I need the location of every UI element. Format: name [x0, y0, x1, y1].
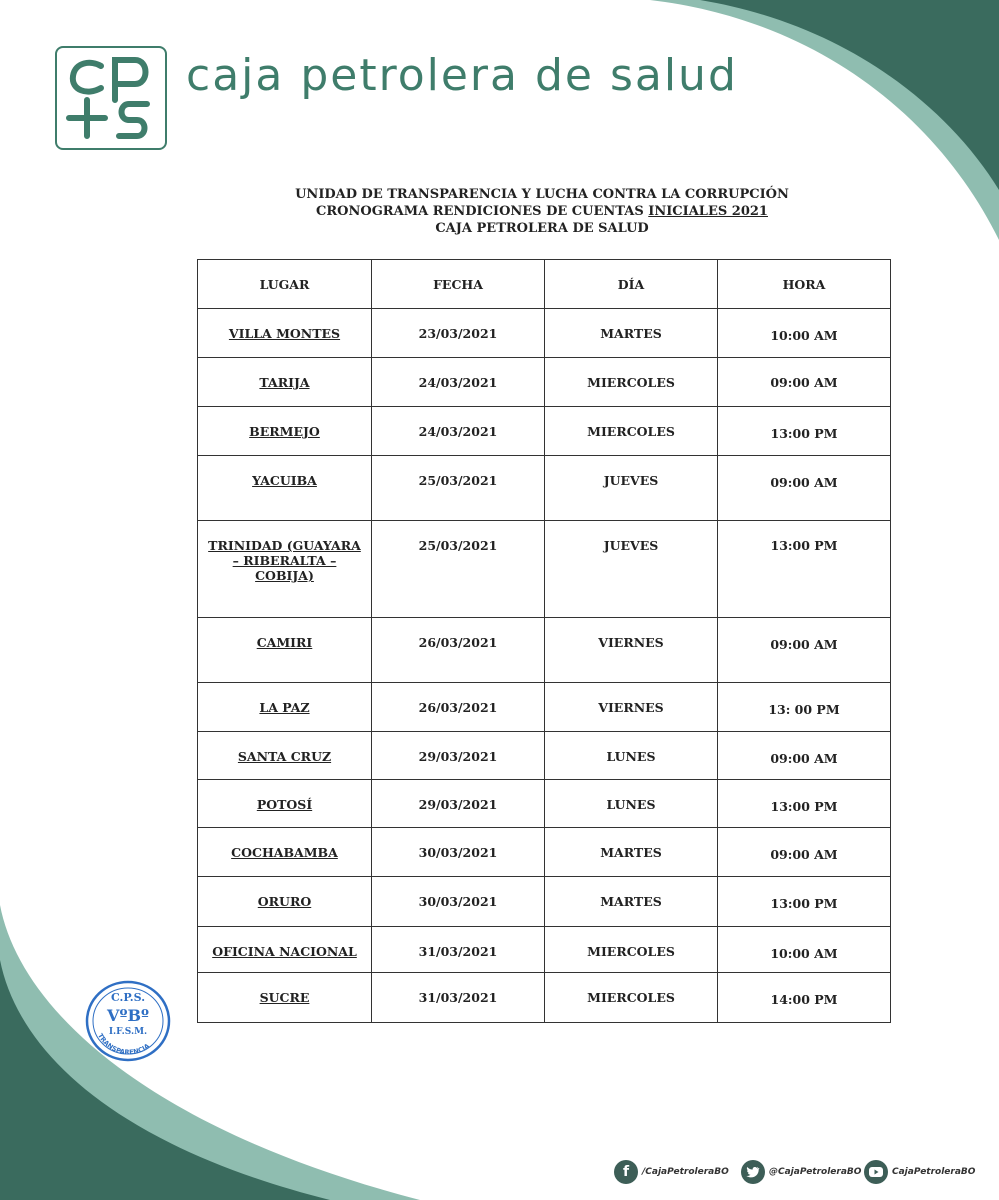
- cell-lugar: SUCRE: [259, 990, 310, 1005]
- svg-text:I.F.S.M.: I.F.S.M.: [108, 1027, 148, 1037]
- cell-dia: LUNES: [606, 797, 656, 812]
- cell-lugar: COCHABAMBA: [231, 845, 338, 860]
- facebook-icon: f: [614, 1160, 638, 1184]
- cell-hora: 13:00 PM: [770, 426, 838, 441]
- table-row: [198, 828, 891, 877]
- cell-dia: MARTES: [600, 326, 662, 341]
- table-row: [198, 927, 891, 973]
- header-lugar: LUGAR: [198, 260, 372, 309]
- table-row: [198, 683, 891, 732]
- facebook-link[interactable]: [614, 1159, 729, 1185]
- brand-name: caja petrolera de salud: [186, 50, 738, 101]
- cell-fecha: 26/03/2021: [418, 635, 498, 650]
- logo-mark: [55, 46, 167, 150]
- cell-lugar: TRINIDAD (GUAYARA – RIBERALTA – COBIJA): [208, 538, 361, 583]
- cell-lugar: OFICINA NACIONAL: [212, 944, 357, 959]
- cell-hora: 10:00 AM: [770, 946, 838, 961]
- cell-fecha: 30/03/2021: [418, 894, 498, 909]
- cell-hora: 13: 00 PM: [768, 702, 840, 717]
- heading-line-2-prefix: CRONOGRAMA RENDICIONES DE CUENTAS: [316, 204, 649, 219]
- cell-hora: 10:00 AM: [770, 328, 838, 343]
- cell-hora: 13:00 PM: [770, 799, 838, 814]
- table-row: [198, 618, 891, 683]
- cell-dia: LUNES: [606, 749, 656, 764]
- table-row: [198, 521, 891, 618]
- youtube-icon: [864, 1160, 888, 1184]
- cell-fecha: 25/03/2021: [418, 473, 498, 488]
- facebook-handle: /CajaPetroleraBO: [642, 1167, 729, 1177]
- svg-text:VºBº: VºBº: [107, 1006, 149, 1025]
- header-fecha: FECHA: [372, 260, 545, 309]
- header-hora: HORA: [718, 260, 891, 309]
- heading-line-1: UNIDAD DE TRANSPARENCIA Y LUCHA CONTRA LA CORRUPCIÓN: [295, 187, 789, 202]
- header-dia: DÍA: [545, 260, 718, 309]
- cell-dia: MIERCOLES: [587, 944, 675, 959]
- cell-fecha: 24/03/2021: [418, 424, 498, 439]
- cell-dia: JUEVES: [603, 538, 659, 553]
- cell-fecha: 29/03/2021: [418, 749, 498, 764]
- cell-fecha: 29/03/2021: [418, 797, 498, 812]
- svg-text:TRANSPARENCIA: TRANSPARENCIA: [96, 1032, 152, 1057]
- cell-dia: MIERCOLES: [587, 990, 675, 1005]
- cell-lugar: ORURO: [257, 894, 312, 909]
- cell-fecha: 24/03/2021: [418, 375, 498, 390]
- cell-dia: JUEVES: [603, 473, 659, 488]
- cell-hora: 13:00 PM: [770, 896, 838, 911]
- cell-fecha: 25/03/2021: [418, 538, 498, 553]
- cell-hora: 14:00 PM: [770, 992, 838, 1007]
- approval-stamp: [84, 979, 172, 1063]
- cell-hora: 09:00 AM: [770, 751, 838, 766]
- cell-hora: 09:00 AM: [770, 637, 838, 652]
- cell-fecha: 26/03/2021: [418, 700, 498, 715]
- cell-fecha: 30/03/2021: [418, 845, 498, 860]
- logo-cps-icon: [57, 48, 165, 148]
- cell-lugar: LA PAZ: [259, 700, 310, 715]
- cell-hora: 09:00 AM: [770, 475, 838, 490]
- twitter-link[interactable]: [741, 1159, 861, 1185]
- table-row: [198, 780, 891, 828]
- cell-dia: MARTES: [600, 894, 662, 909]
- youtube-handle: CajaPetroleraBO: [892, 1167, 976, 1177]
- cell-lugar: POTOSÍ: [256, 797, 313, 812]
- youtube-link[interactable]: [864, 1159, 975, 1185]
- twitter-handle: @CajaPetroleraBO: [769, 1167, 862, 1177]
- cell-hora: 09:00 AM: [770, 847, 838, 862]
- table-row: [198, 309, 891, 358]
- cell-lugar: SANTA CRUZ: [237, 749, 332, 764]
- cell-lugar: BERMEJO: [249, 424, 320, 439]
- svg-text:C.P.S.: C.P.S.: [110, 991, 146, 1004]
- cell-lugar: CAMIRI: [256, 635, 313, 650]
- cell-dia: MIERCOLES: [587, 375, 675, 390]
- table-header-row: [198, 260, 891, 309]
- table-row: [198, 877, 891, 927]
- cell-dia: VIERNES: [598, 635, 664, 650]
- cell-fecha: 23/03/2021: [418, 326, 498, 341]
- heading-line-2: [200, 203, 884, 220]
- cell-hora: 13:00 PM: [770, 538, 838, 553]
- table-row: [198, 456, 891, 521]
- cell-hora: 09:00 AM: [770, 375, 838, 390]
- table-row: [198, 358, 891, 407]
- table-row: [198, 973, 891, 1023]
- cell-dia: VIERNES: [598, 700, 664, 715]
- cell-lugar: TARIJA: [259, 375, 310, 390]
- table-row: [198, 732, 891, 780]
- cell-fecha: 31/03/2021: [418, 990, 498, 1005]
- cell-lugar: VILLA MONTES: [228, 326, 341, 341]
- cell-dia: MARTES: [600, 845, 662, 860]
- document-heading: [200, 186, 884, 237]
- cell-fecha: 31/03/2021: [418, 944, 498, 959]
- schedule-table: [197, 259, 891, 1023]
- heading-line-3: CAJA PETROLERA DE SALUD: [435, 221, 649, 236]
- cell-dia: MIERCOLES: [587, 424, 675, 439]
- table-row: [198, 407, 891, 456]
- twitter-icon: [741, 1160, 765, 1184]
- cell-lugar: YACUIBA: [252, 473, 317, 488]
- heading-line-2-underlined: INICIALES 2021: [648, 204, 768, 219]
